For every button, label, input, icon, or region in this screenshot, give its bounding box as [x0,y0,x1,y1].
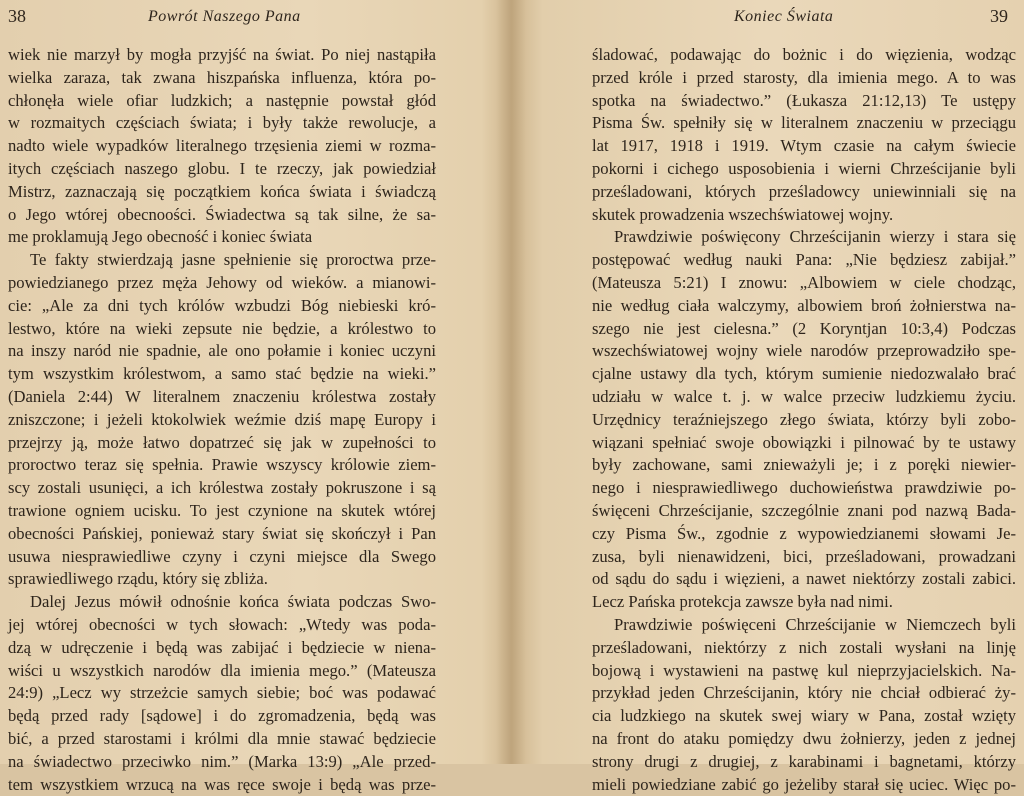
right-page [520,0,1024,764]
text-line: śladować, podawając do bożnic i do więzienia, wodząc [592,44,1016,67]
text-line: bić, a przed starostami i królmi dla mnie stawać będziecie [8,728,436,751]
text-line: nadto wiele wypadków literalnego trzęsienia ziemi w rozma- [8,135,436,158]
text-line: Urzędnicy teraźniejszego złego świata, którzy byli zobo- [592,409,1016,432]
text-line: 24:9) „Lecz wy strzeżcie samych siebie; boć was podawać [8,682,436,705]
text-line: Te fakty stwierdzają jasne spełnienie się proroctwa prze- [8,249,436,272]
text-line: postępować według nauki Pana: „Nie będziesz zabijał.” [592,249,1016,272]
text-line: Lecz Pańska protekcja zawsze była nad nimi. [592,591,1016,614]
text-line: święceni Chrześcijanie, szczególnie znani pod nazwą Bada- [592,500,1016,523]
text-line: zusa, byli nienawidzeni, bici, prześladowani, prowadzani [592,546,1016,569]
text-line: Pisma Św. spełniły się w literalnem znaczeniu w przeciągu [592,112,1016,135]
text-line: Dalej Jezus mówił odnośnie końca świata podczas Swo- [8,591,436,614]
text-line: obecności Pańskiej, ponieważ stary świat się skończył i Pan [8,523,436,546]
text-line: powiedzianego przez męża Jehowy od wieków. a mianowi- [8,272,436,295]
text-line: wiści u wszystkich narodów dla imienia mego.” (Mateusza [8,660,436,683]
text-line: proroctwo teraz się spełnia. Prawie wszyscy królowie ziem- [8,454,436,477]
text-line: scy zostali usunięci, a ich królestwa zostały pokruszone i są [8,477,436,500]
text-line: Prawdziwie poświęceni Chrześcijanie w Niemczech byli [592,614,1016,637]
right-page-number: 39 [990,6,1008,27]
text-line: wiek nie marzył by mogła przyjść na świat. Po niej nastąpiła [8,44,436,67]
text-line: tem wszystkiem wrzucą na was ręce swoje i będą was prze- [8,774,436,796]
text-line: usuwa niesprawiedliwe czyny i czyni miejsce dla Swego [8,546,436,569]
text-line: mieli powiedziane zabić go jeżeliby starał się uciec. Więc po- [592,774,1016,796]
text-line: (Daniela 2:44) W literalnem znaczeniu królestwa zostały [8,386,436,409]
text-line: itych częściach naszego globu. I te rzeczy, jak powiedział [8,158,436,181]
text-line: skutek prowadzenia wszechświatowej wojny. [592,204,1016,227]
text-line: wiązani spełniać swoje obowiązki i pilnować by te ustawy [592,432,1016,455]
text-line: lestwo, które na wieki zepsute nie będzie, a królestwo to [8,318,436,341]
text-line: prześladowani, niektórzy z nich zostali wysłani na linję [592,637,1016,660]
text-line: na front do ataku pomiędzy dwu żołnierzy, jeden z jednej [592,728,1016,751]
text-line: cie: „Ale za dni tych królów wzbudzi Bóg niebieski kró- [8,295,436,318]
text-line: przejrzy ją, może łatwo dopatrzeć się jak w zupełności to [8,432,436,455]
text-line: udziału w walce t. j. w walce przeciw ludzkiemu życiu. [592,386,1016,409]
text-line: Prawdziwie poświęcony Chrześcijanin wierzy i stara się [592,226,1016,249]
text-line: chłonęła wiele ofiar ludzkich; a następnie powstał głód [8,90,436,113]
text-line: będą przed rady [sądowe] i do zgromadzenia, będą was [8,705,436,728]
text-line: nie według ciała walczymy, albowiem broń żołnierstwa na- [592,295,1016,318]
right-body-text [592,44,1016,796]
left-running-title: Powrót Naszego Pana [148,8,301,26]
text-line: dzą w udręczenie i będą was zabijać i będziecie w niena- [8,637,436,660]
text-line: w rozmaitych częściach świata; i były także rewolucje, a [8,112,436,135]
text-line: tym wszystkim królestwom, a samo stać będzie na wieki.” [8,363,436,386]
text-line: pokorni i cichego usposobienia i wierni Chrześcijanie byli [592,158,1016,181]
text-line: szego nie jest cielesna.” (2 Koryntjan 10:3,4) Podczas [592,318,1016,341]
text-line: cjalne ustawy dla tych, którym sumienie niedozwalało brać [592,363,1016,386]
text-line: nego i niesprawiedliwego duchowieństwa prawdziwie po- [592,477,1016,500]
left-page-number: 38 [8,6,26,27]
left-body-text [8,44,436,796]
text-line: o Jego wtórej obecnoości. Świadectwa są tak silne, że sa- [8,204,436,227]
text-line: strony drugi z drugiej, z karabinami i bagnetami, którzy [592,751,1016,774]
text-line: lat 1917, 1918 i 1919. Wtym czasie na całym świecie [592,135,1016,158]
text-line: były zachowane, sami znieważyli je; i z poręki niewier- [592,454,1016,477]
text-line: przykład jeden Chrześcijanin, który nie chciał odbierać ży- [592,682,1016,705]
text-line: cia ludzkiego na skutek swej wiary w Pana, został wzięty [592,705,1016,728]
text-line: zniszczone; i jeżeli ktokolwiek weźmie dziś mapę Europy i [8,409,436,432]
text-line: spotka na świadectwo.” (Łukasza 21:12,13) Te ustępy [592,90,1016,113]
text-line: wielka zaraza, tak zwana hiszpańska influenza, która po- [8,67,436,90]
text-line: od sądu do sądu i więzieni, a nawet niektórzy zostali zabici. [592,568,1016,591]
text-line: na inszy naród nie spadnie, ale ono połamie i koniec uczyni [8,340,436,363]
text-line: bojową i wystawieni na pastwę kul nieprzyjacielskich. Na- [592,660,1016,683]
text-line: trawione ogniem ucisku. To jest czynione na skutek wtórej [8,500,436,523]
text-line: przed króle i przed starosty, dla imienia mego. A to was [592,67,1016,90]
text-line: prześladowani, których prześladowcy uniewinniali się na [592,181,1016,204]
text-line: Mistrz, zaznaczają się początkiem końca świata i świadczą [8,181,436,204]
text-line: czy Pisma Św., zgodnie z wypowiedzianemi słowami Je- [592,523,1016,546]
text-line: sprawiedliwego rządu, który się zbliża. [8,568,436,591]
right-running-title: Koniec Świata [734,8,833,26]
text-line: na świadectwo przeciwko nim.” (Marka 13:9) „Ale przed- [8,751,436,774]
text-line: me proklamują Jego obecność i koniec świata [8,226,436,249]
left-page [0,0,500,764]
text-line: jej wtórej obecności w tych słowach: „Wtedy was poda- [8,614,436,637]
text-line: wszechświatowej wojny wiele narodów przeprowadziło spe- [592,340,1016,363]
text-line: (Mateusza 5:21) I znowu: „Albowiem w ciele chodząc, [592,272,1016,295]
